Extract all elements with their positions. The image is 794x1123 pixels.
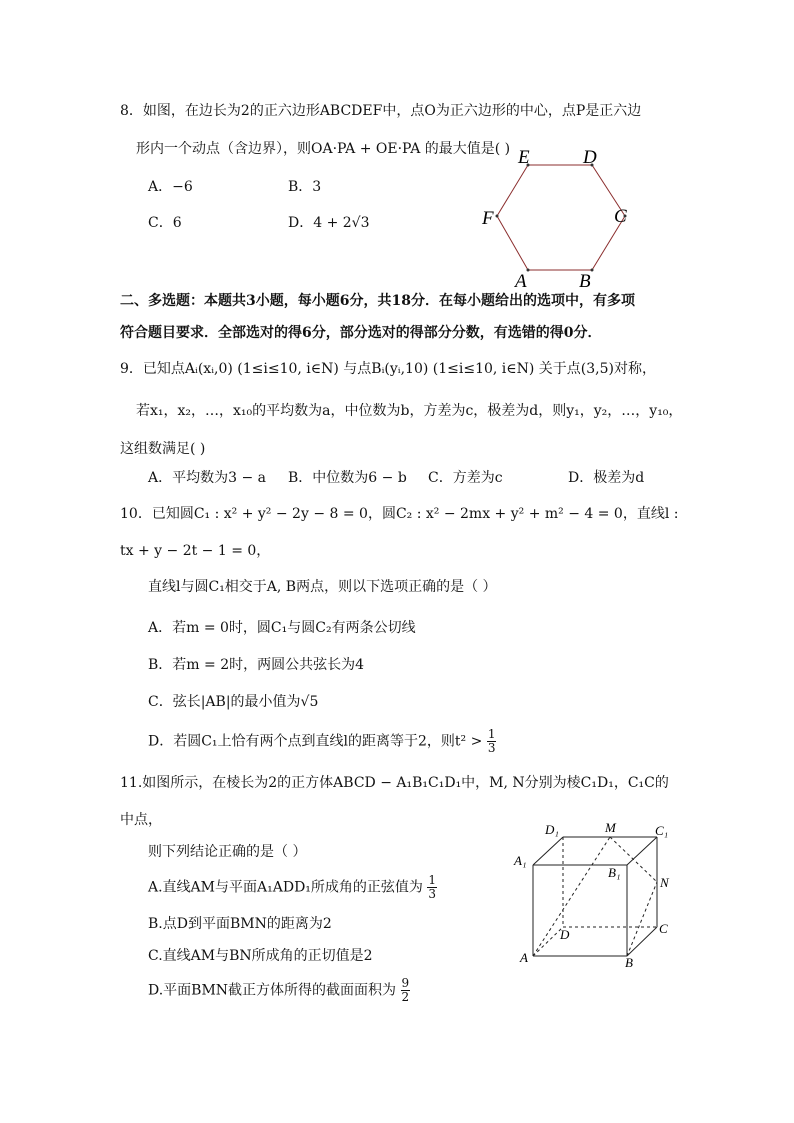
cube-label-b: B (625, 955, 633, 970)
cube-label-m: M (605, 820, 616, 835)
q11-option-d-numerator: 9 (401, 976, 410, 990)
q8-option-c: C．6 (148, 215, 182, 231)
q11-option-c: C.直线AM与BN所成角的正切值是2 (148, 948, 373, 964)
label-d: D (583, 147, 597, 168)
cube-label-d1: D₁ (545, 822, 559, 837)
q8-option-b: B．3 (288, 179, 322, 195)
label-b: B (579, 271, 591, 292)
q9-option-c: C．方差为c (428, 470, 503, 486)
label-f: F (482, 208, 494, 229)
section2-line2: 符合题目要求．全部选对的得6分，部分选对的得部分分数，有选错的得0分． (120, 325, 602, 341)
q9-line3: 这组数满足( ) (120, 441, 206, 457)
q11-option-a (148, 874, 437, 901)
q10-option-d-fraction (487, 728, 497, 755)
q8-line2: 形内一个动点（含边界），则OA·PA + OE·PA 的最大值是( ) (136, 141, 511, 157)
q8-option-d: D．4 + 2√3 (288, 215, 370, 231)
cube-label-b1: B₁ (608, 865, 621, 880)
q10-line3: 直线l与圆C₁相交于A, B两点，则以下选项正确的是（ ） (148, 579, 497, 595)
q11-option-d-fraction (401, 977, 411, 1004)
q9-line1: 9．已知点Aᵢ(xᵢ,0) (1≤i≤10, i∈N) 与点Bᵢ(yᵢ,10) (1≤i≤10, i∈N) 关于点(3,5)对称， (120, 361, 656, 377)
q10-option-a: A．若m = 0时，圆C₁与圆C₂有两条公切线 (148, 620, 416, 636)
cube-label-n: N (660, 875, 669, 890)
vertex-f-dot (496, 215, 499, 218)
vertex-b-dot (591, 269, 594, 272)
cube-label-d: D (560, 927, 570, 942)
q10-option-d-text: D．若圆C₁上恰有两个点到直线l的距离等于2，则t² > (148, 733, 483, 750)
q10-line2: tx + y − 2t − 1 = 0， (120, 543, 271, 559)
q10-option-c: C．弦长|AB|的最小值为√5 (148, 694, 319, 710)
q10-option-b: B．若m = 2时，两圆公共弦长为4 (148, 657, 365, 673)
q11-option-d-denominator: 2 (401, 990, 410, 1004)
q8-option-a: A．−6 (148, 179, 193, 195)
q9-line2: 若x₁，x₂，…，x₁₀的平均数为a，中位数为b，方差为c，极差为d，则y₁，y₂，…，y₁₀， (136, 403, 683, 419)
cube-label-c: C (659, 921, 668, 936)
q10-option-d-numerator: 1 (487, 727, 496, 741)
q9-option-d: D．极差为d (568, 470, 645, 486)
cube-label-a1: A₁ (514, 853, 527, 868)
hexagon-figure (470, 142, 640, 292)
cube-label-a: A (520, 950, 528, 965)
vertex-a-dot (527, 269, 530, 272)
q10-option-d (148, 728, 496, 755)
q9-option-b: B．中位数为6 − b (288, 470, 407, 486)
section2-line1: 二、多选题：本题共3小题，每小题6分，共18分．在每小题给出的选项中，有多项 (120, 293, 635, 309)
cube-figure (505, 815, 690, 975)
q11-option-d (148, 977, 410, 1004)
q11-option-a-fraction (427, 874, 437, 901)
q11-line3: 则下列结论正确的是（ ） (148, 844, 307, 860)
hexagon-shape (497, 165, 625, 270)
label-a: A (515, 271, 527, 292)
q11-option-d-text: D.平面BMN截正方体所得的截面面积为 (148, 982, 397, 999)
q10-option-d-denominator: 3 (487, 741, 496, 755)
q11-option-b: B.点D到平面BMN的距离为2 (148, 916, 332, 932)
cube-label-c1: C₁ (655, 823, 669, 838)
q11-line1: 11.如图所示，在棱长为2的正方体ABCD − A₁B₁C₁D₁中，M, N分别为棱C₁D₁，C₁C的 (120, 775, 669, 791)
q9-option-a: A．平均数为3 − a (148, 470, 266, 486)
q11-option-a-denominator: 3 (428, 887, 436, 901)
q8-line1: 8．如图，在边长为2的正六边形ABCDEF中，点O为正六边形的中心，点P是正六边 (120, 103, 642, 119)
q11-option-a-text: A.直线AM与平面A₁ADD₁所成角的正弦值为 (148, 879, 423, 896)
label-c: C (614, 206, 627, 227)
q11-line2: 中点， (120, 812, 162, 828)
label-e: E (518, 147, 530, 168)
q11-option-a-numerator: 1 (428, 873, 436, 887)
q10-line1: 10．已知圆C₁ : x² + y² − 2y − 8 = 0，圆C₂ : x² − 2mx + y² + m² − 4 = 0，直线l : (120, 506, 679, 522)
